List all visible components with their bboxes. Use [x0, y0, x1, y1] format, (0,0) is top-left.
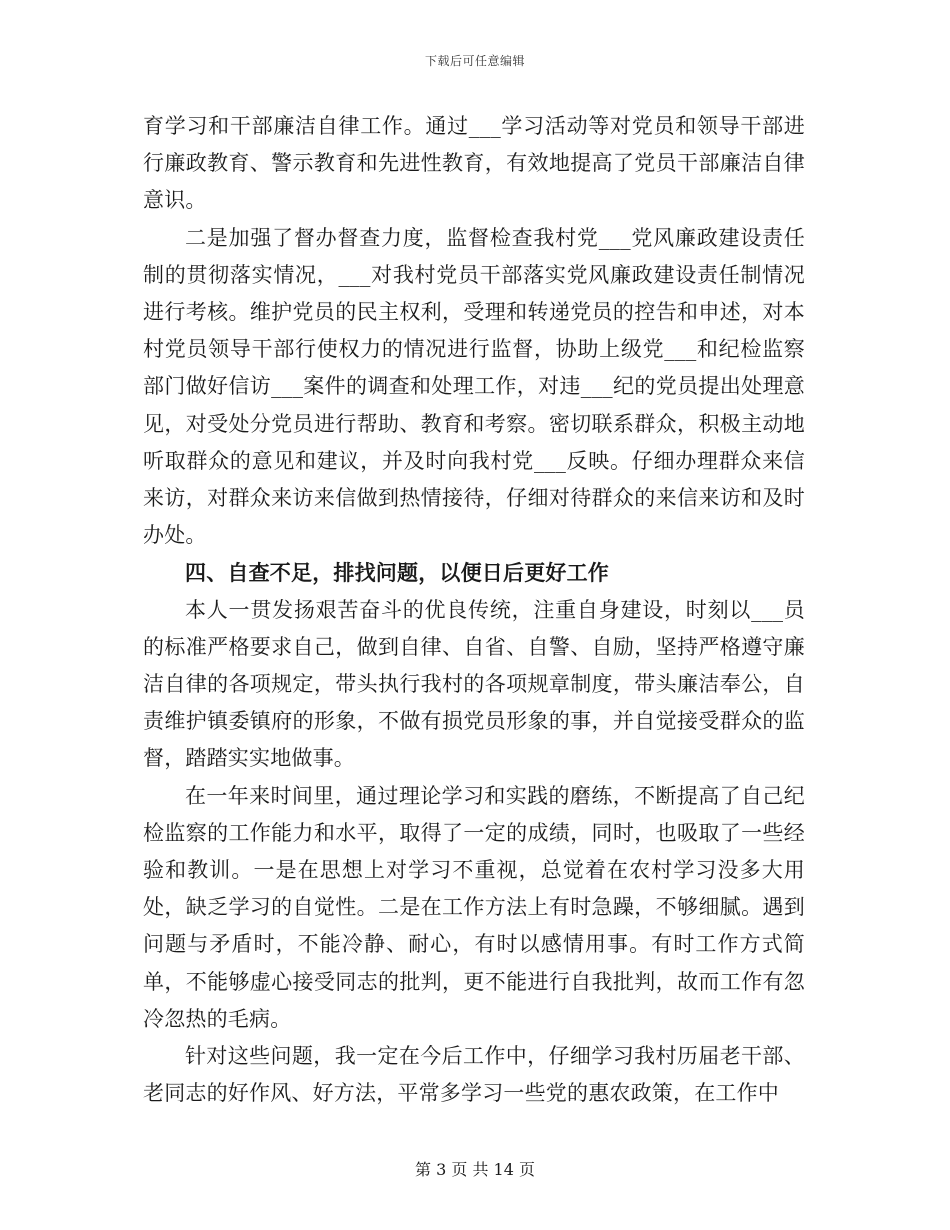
paragraph-supervision: 二是加强了督办督查力度，监督检查我村党___党风廉政建设责任制的贯彻落实情况，___对我村党员干部落实党风廉政建设责任制情况进行考核。维护党员的民主权利，受理和转递党员的控告和申述，对本村党员领导干部行使权力的情况进行监督，协助上级党___和纪检监察部门做好信访___案件的调查和处理工作，对违___纪的党员提出处理意见，对受处分党员进行帮助、教育和考察。密切联系群众，积极主动地听取群众的意见和建议，并及时向我村党___反映。仔细办理群众来信来访，对群众来访来信做到热情接待，仔细对待群众的来信来访和及时办处。: [143, 225, 805, 548]
section-heading: 四、自查不足，排找问题，以便日后更好工作: [185, 560, 609, 586]
header-note: 下载后可任意编辑: [424, 54, 525, 68]
document-body: [143, 108, 805, 1112]
page-number: 第 3 页 共 14 页: [415, 1160, 535, 1179]
paragraph-continuation: 育学习和干部廉洁自律工作。通过___学习活动等对党员和领导干部进行廉政教育、警示教育和先进性教育，有效地提高了党员干部廉洁自律意识。: [143, 114, 805, 213]
paragraph-self-discipline: 本人一贯发扬艰苦奋斗的优良传统，注重自身建设，时刻以___员的标准严格要求自己，做到自律、自省、自警、自励，坚持严格遵守廉洁自律的各项规定，带头执行我村的各项规章制度，带头廉洁奉公，自责维护镇委镇府的形象，不做有损党员形象的事，并自觉接受群众的监督，踏踏实实地做事。: [143, 597, 805, 771]
paragraph-shortcomings: 在一年来时间里，通过理论学习和实践的磨练，不断提高了自己纪检监察的工作能力和水平，取得了一定的成绩，同时，也吸取了一些经验和教训。一是在思想上对学习不重视，总觉着在农村学习没多大用处，缺乏学习的自觉性。二是在工作方法上有时急躁，不够细腻。遇到问题与矛盾时，不能冷静、耐心，有时以感情用事。有时工作方式简单，不能够虚心接受同志的批判，更不能进行自我批判，故而工作有忽冷忽热的毛病。: [143, 783, 805, 1031]
paragraph-improvement: 针对这些问题，我一定在今后工作中，仔细学习我村历届老干部、老同志的好作风、好方法，平常多学习一些党的惠农政策，在工作中: [143, 1044, 805, 1106]
